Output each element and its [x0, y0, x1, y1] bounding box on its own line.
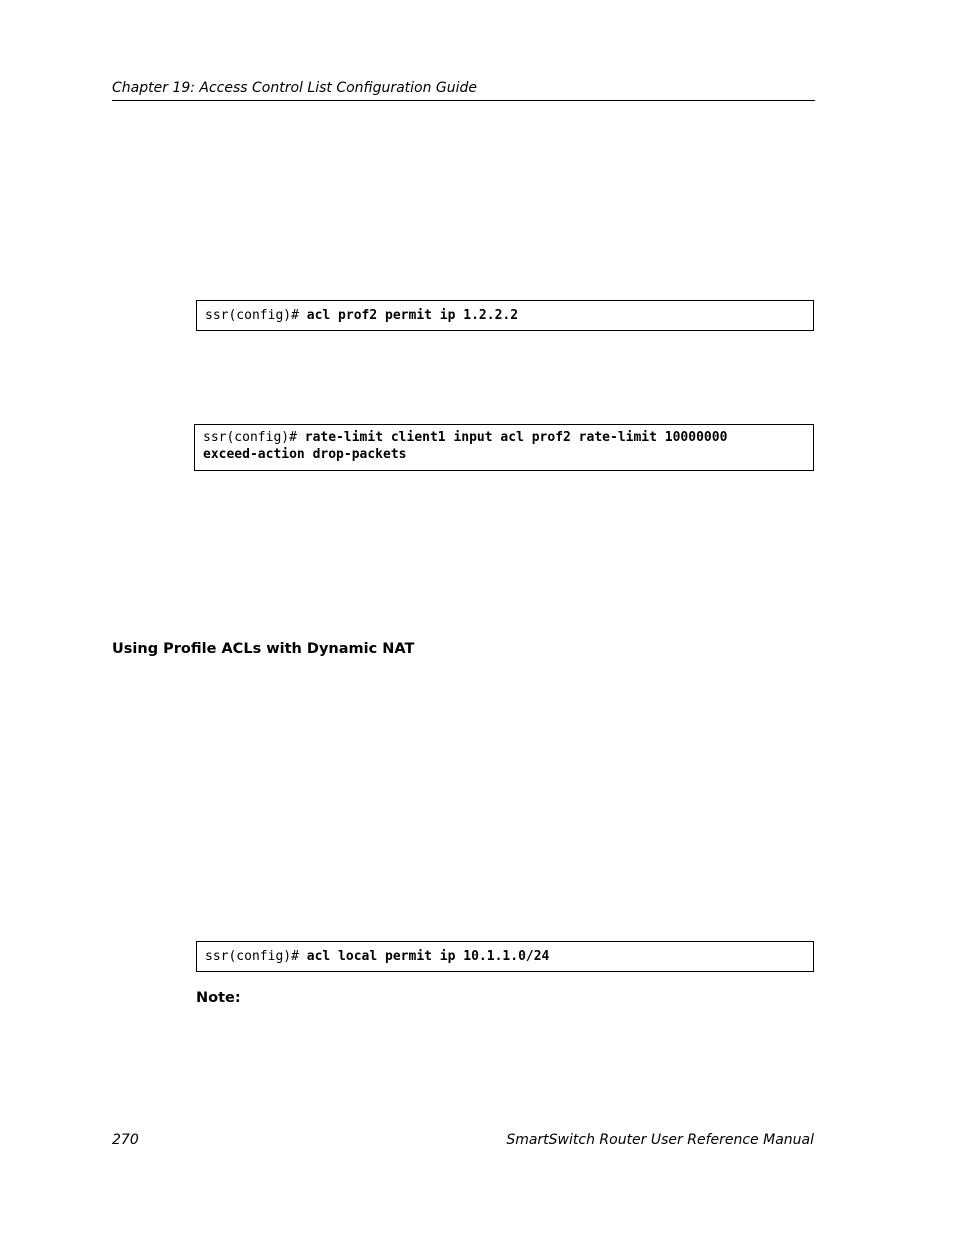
cli-prompt: ssr(config)# — [205, 949, 307, 964]
cli-command: acl local permit ip 10.1.1.0/24 — [306, 949, 550, 964]
cli-prompt: ssr(config)# — [205, 308, 307, 323]
cli-command-continuation: exceed-action drop-packets — [203, 447, 407, 462]
code-block-acl-local — [196, 941, 814, 972]
header-divider — [112, 100, 815, 101]
note-label: Note: — [196, 990, 241, 1006]
cli-prompt: ssr(config)# — [203, 430, 305, 445]
section-heading: Using Profile ACLs with Dynamic NAT — [112, 641, 415, 657]
page-number: 270 — [112, 1132, 139, 1148]
code-block-acl-prof2 — [196, 300, 814, 331]
footer-manual-title: SmartSwitch Router User Reference Manual — [506, 1132, 814, 1148]
running-header: Chapter 19: Access Control List Configuration Guide — [112, 80, 478, 96]
cli-command: rate-limit client1 input acl prof2 rate-limit 10000000 — [304, 430, 728, 445]
code-block-rate-limit — [194, 424, 814, 471]
cli-command: acl prof2 permit ip 1.2.2.2 — [306, 308, 519, 323]
